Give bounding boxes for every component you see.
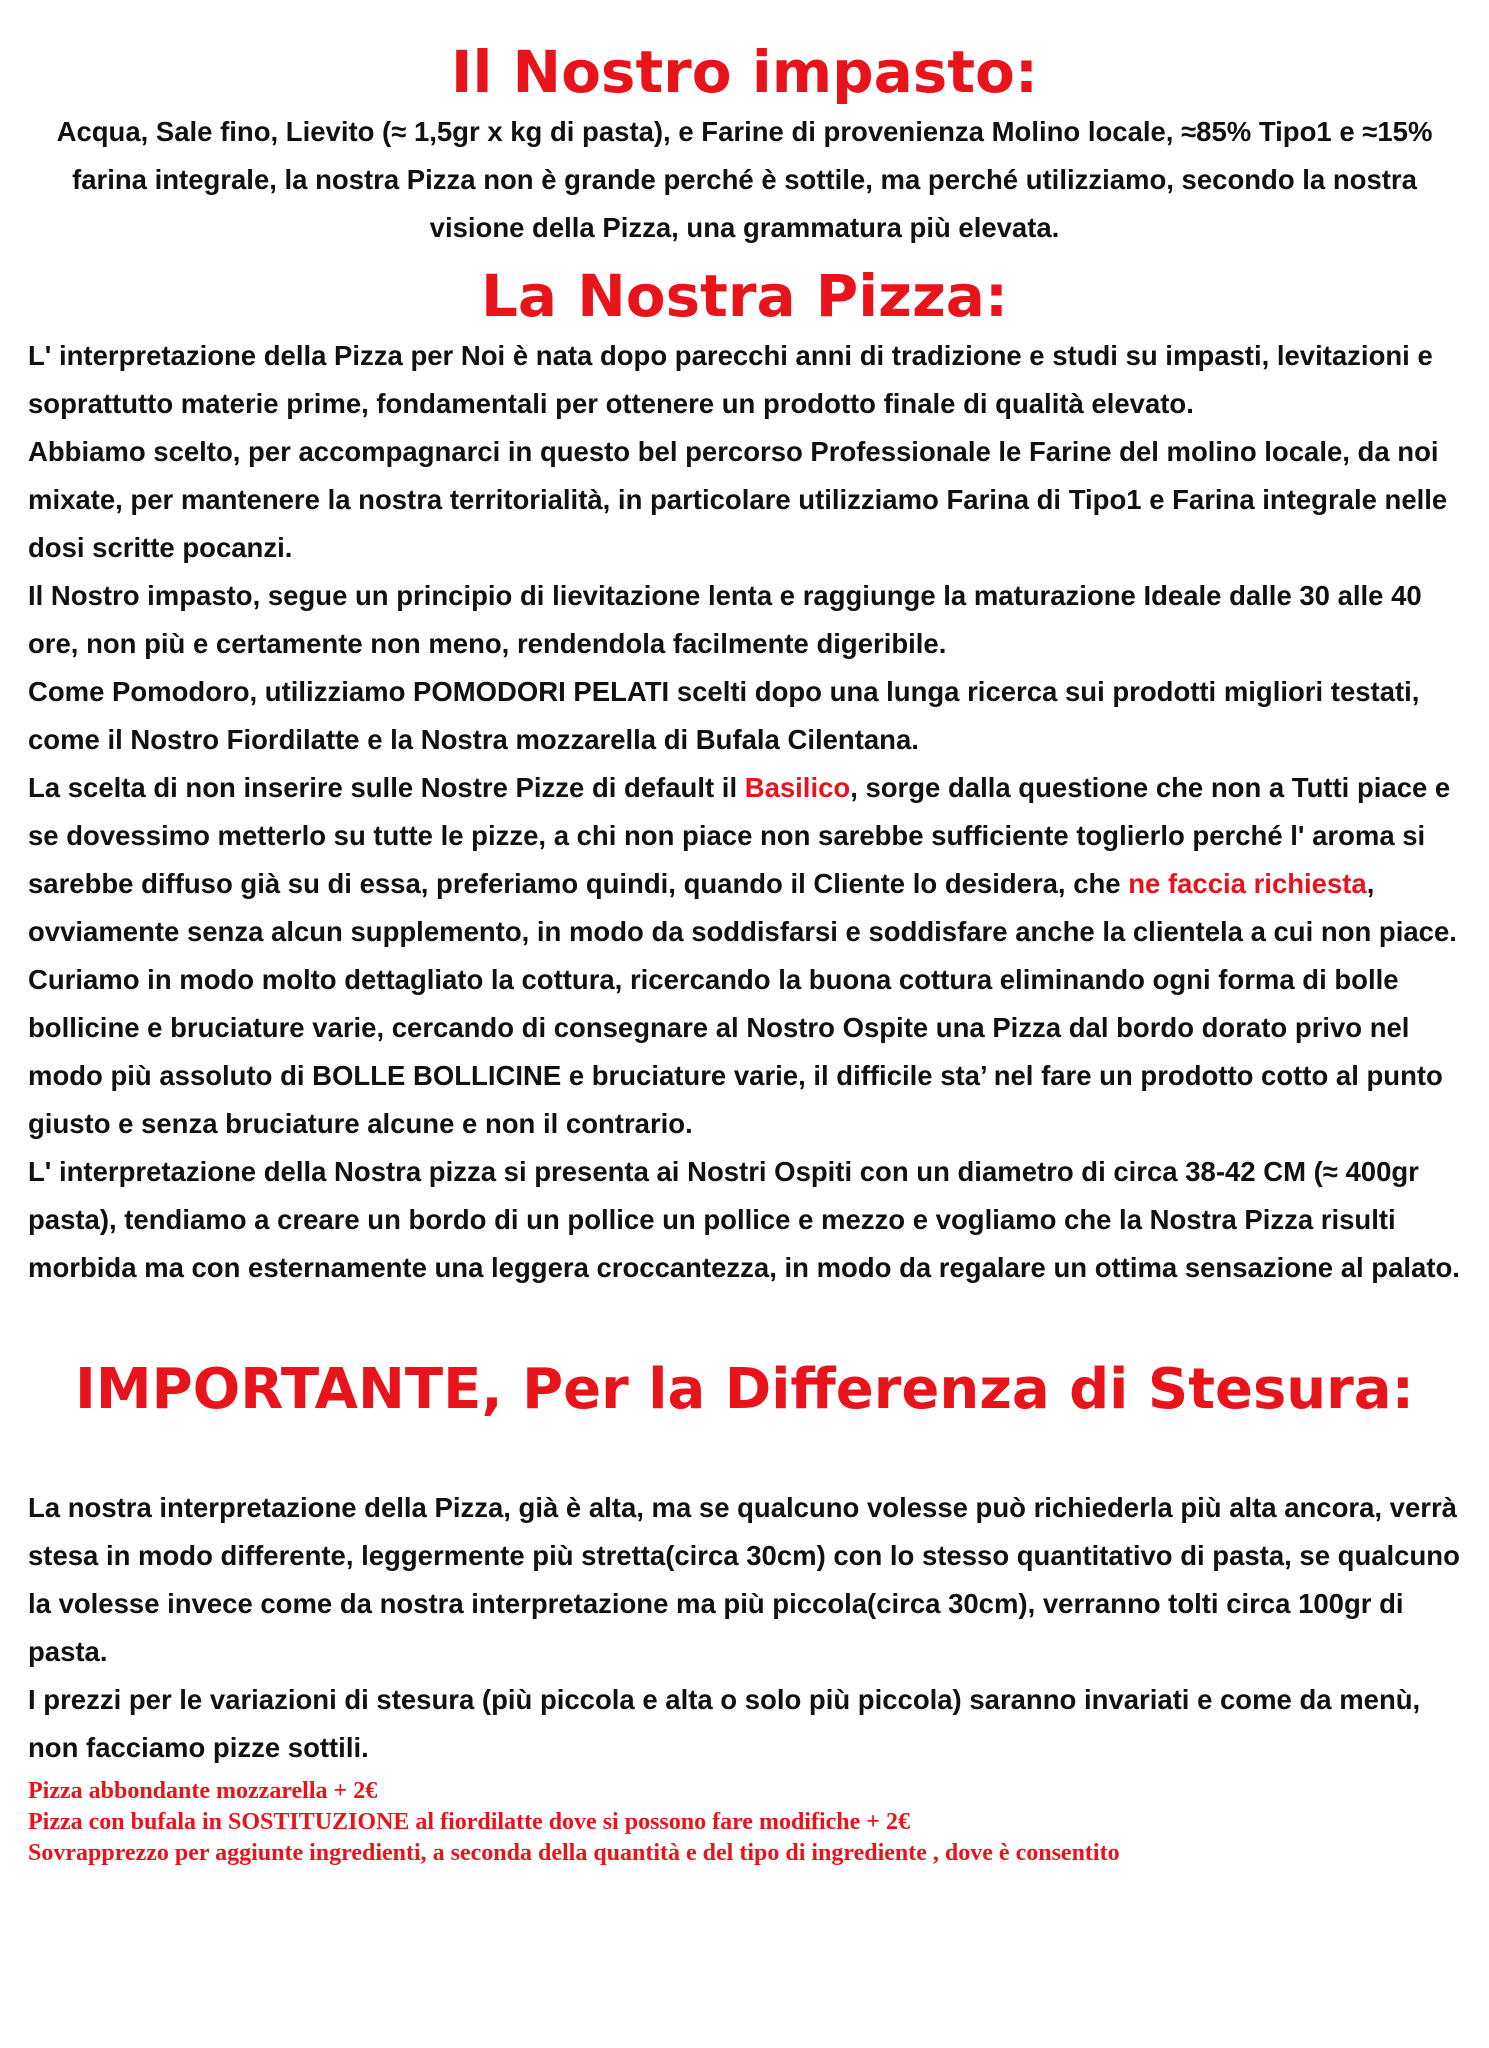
pizza-body xyxy=(28,332,1461,1292)
p5-text-a: La scelta di non inserire sulle Nostre Pizze di default il xyxy=(28,772,745,803)
pizza-paragraph-5 xyxy=(28,764,1461,956)
pizza-paragraph-6: Curiamo in modo molto dettagliato la cottura, ricercando la buona cottura eliminando ogni forma di bolle bollicine e bruciature varie, cercando di consegnare al Nostro Ospite una Pizza dal bordo dorato privo nel modo più assoluto di BOLLE BOLLICINE e bruciature varie, il difficile sta’ nel fare un prodotto cotto al punto giusto e senza bruciature alcune e non il contrario. xyxy=(28,964,1443,1139)
title-la-nostra-pizza: La Nostra Pizza: xyxy=(480,262,1009,330)
note-mozzarella: Pizza abbondante mozzarella + 2€ xyxy=(28,1778,378,1804)
richiesta-highlight: ne faccia richiesta xyxy=(1128,868,1367,899)
title-importante: IMPORTANTE, Per la Differenza di Stesura: xyxy=(75,1357,1414,1422)
p5-text-b: , sorge dalla questione che non a Tutti piace e se dovessimo metterlo su tutte le pizze, a chi non piace non sarebbe sufficiente toglierlo perché l' aroma si sarebbe diffuso già su di essa, preferiamo quindi, quando il Cliente lo desidera, che xyxy=(28,772,1451,899)
pizza-paragraph-2: Abbiamo scelto, per accompagnarci in questo bel percorso Professionale le Farine del molino locale, da noi mixate, per mantenere la nostra territorialità, in particolare utilizziamo Farina di Tipo1 e Farina integrale nelle dosi scritte pocanzi. xyxy=(28,436,1448,563)
pizza-paragraph-1: L' interpretazione della Pizza per Noi è nata dopo parecchi anni di tradizione e studi su impasti, levitazioni e soprattutto materie prime, fondamentali per ottenere un prodotto finale di qualità elevato. xyxy=(28,340,1433,419)
basilico-highlight: Basilico xyxy=(744,772,851,803)
price-notes xyxy=(28,1776,1461,1869)
stesura-paragraph-1: La nostra interpretazione della Pizza, già è alta, ma se qualcuno volesse può richiederla più alta ancora, verrà stesa in modo differente, leggermente più stretta(circa 30cm) con lo stesso quantitativo di pasta, se qualcuno la volesse invece come da nostra interpretazione ma più piccola(circa 30cm), verranno tolti circa 100gr di pasta. xyxy=(28,1492,1460,1667)
impasto-description: Acqua, Sale fino, Lievito (≈ 1,5gr x kg di pasta), e Farine di provenienza Molino locale, ≈85% Tipo1 e ≈15% farina integrale, la nostra Pizza non è grande perché è sottile, ma perché utilizziamo, secondo la nostra visione della Pizza, una grammatura più elevata. xyxy=(56,116,1433,243)
note-bufala: Pizza con bufala in SOSTITUZIONE al fiordilatte dove si possono fare modifiche + 2€ xyxy=(28,1809,910,1835)
stesura-paragraph-2: I prezzi per le variazioni di stesura (più piccola e alta o solo più piccola) saranno invariati e come da menù, non facciamo pizze sottili. xyxy=(28,1684,1421,1763)
title-impasto: Il Nostro impasto: xyxy=(450,38,1039,106)
pizza-paragraph-3: Il Nostro impasto, segue un principio di lievitazione lenta e raggiunge la maturazione Ideale dalle 30 alle 40 ore, non più e certamente non meno, rendendola facilmente digeribile. xyxy=(28,580,1422,659)
note-sovrapprezzo: Sovrapprezzo per aggiunte ingredienti, a seconda della quantità e del tipo di ingrediente , dove è consentito xyxy=(28,1840,1120,1866)
pizza-paragraph-4: Come Pomodoro, utilizziamo POMODORI PELATI scelti dopo una lunga ricerca sui prodotti migliori testati, come il Nostro Fiordilatte e la Nostra mozzarella di Bufala Cilentana. xyxy=(28,676,1420,755)
stesura-body xyxy=(28,1484,1461,1772)
pizza-paragraph-7: L' interpretazione della Nostra pizza si presenta ai Nostri Ospiti con un diametro di circa 38-42 CM (≈ 400gr pasta), tendiamo a creare un bordo di un pollice un pollice e mezzo e vogliamo che la Nostra Pizza risulti morbida ma con esternamente una leggera croccantezza, in modo da regalare un ottima sensazione al palato. xyxy=(28,1156,1460,1283)
p5-text-c: , ovviamente senza alcun supplemento, in modo da soddisfarsi e soddisfare anche la clientela a cui non piace. xyxy=(28,868,1457,947)
